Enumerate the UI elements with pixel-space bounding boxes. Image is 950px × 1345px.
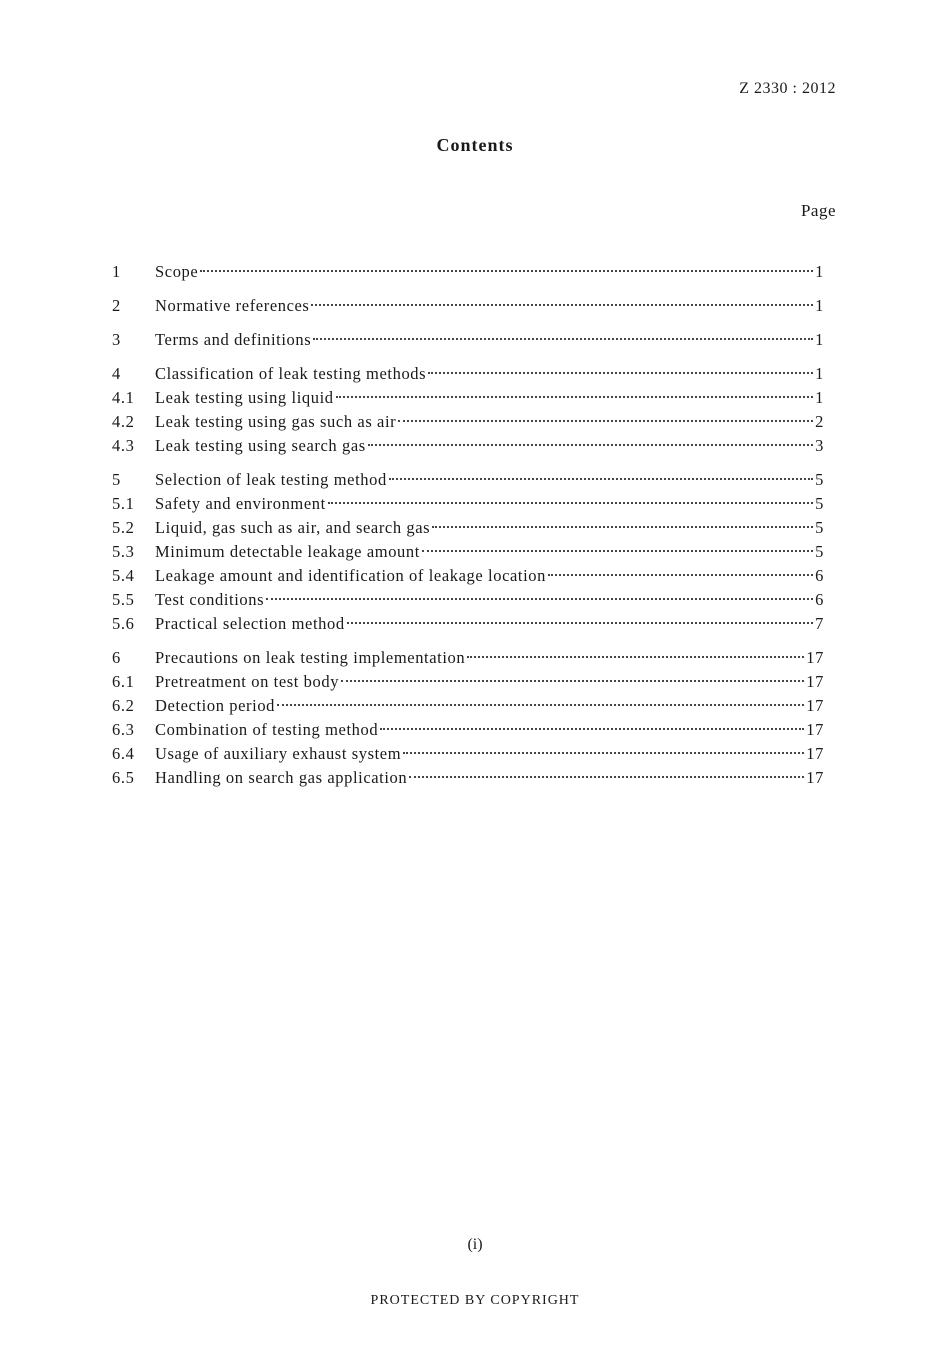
toc-entry-title: Precautions on leak testing implementation — [155, 648, 466, 667]
toc-entry-number: 5.1 — [112, 494, 135, 513]
toc-entry-title: Pretreatment on test body — [155, 672, 340, 691]
toc-dot-leader — [467, 656, 804, 658]
toc-entry-number: 4.1 — [112, 388, 135, 407]
toc-entry-title: Combination of testing method — [155, 720, 379, 739]
toc-entry[interactable] — [112, 564, 824, 588]
table-of-contents — [112, 260, 824, 800]
toc-entry-page: 1 — [815, 364, 824, 383]
toc-dot-leader — [347, 622, 813, 624]
toc-entry[interactable] — [112, 260, 824, 284]
toc-entry-page: 6 — [815, 566, 824, 585]
toc-entry[interactable] — [112, 492, 824, 516]
toc-entry-number: 5 — [112, 470, 121, 489]
toc-entry-number: 4.3 — [112, 436, 135, 455]
toc-entry-title: Terms and definitions — [155, 330, 312, 349]
toc-entry-page: 17 — [806, 672, 824, 691]
toc-entry[interactable] — [112, 294, 824, 318]
toc-entry-page: 17 — [806, 648, 824, 667]
toc-group — [112, 646, 824, 790]
page-folio: (i) — [467, 1236, 483, 1253]
toc-entry-number: 3 — [112, 330, 121, 349]
toc-entry[interactable] — [112, 612, 824, 636]
page-column-heading: Page — [800, 201, 836, 220]
toc-dot-leader — [336, 396, 814, 398]
toc-dot-leader — [398, 420, 813, 422]
toc-entry-title: Leak testing using gas such as air — [155, 412, 397, 431]
toc-entry-page: 17 — [806, 720, 824, 739]
toc-entry[interactable] — [112, 386, 824, 410]
toc-entry-number: 6.1 — [112, 672, 135, 691]
toc-entry[interactable] — [112, 718, 824, 742]
toc-entry-title: Usage of auxiliary exhaust system — [155, 744, 402, 763]
toc-entry-title: Selection of leak testing method — [155, 470, 387, 489]
toc-entry-page: 7 — [815, 614, 824, 633]
toc-entry-title: Leak testing using search gas — [155, 436, 366, 455]
toc-entry-title: Safety and environment — [155, 494, 326, 513]
toc-entry-page: 17 — [806, 744, 824, 763]
toc-entry-title: Normative references — [155, 296, 310, 315]
toc-entry-title: Handling on search gas application — [155, 768, 408, 787]
toc-dot-leader — [311, 304, 813, 306]
toc-entry-page: 5 — [815, 494, 824, 513]
toc-entry[interactable] — [112, 670, 824, 694]
toc-dot-leader — [432, 526, 813, 528]
toc-dot-leader — [389, 478, 813, 480]
toc-entry-number: 4 — [112, 364, 121, 383]
toc-entry-page: 2 — [815, 412, 824, 431]
toc-entry-page: 1 — [815, 296, 824, 315]
toc-entry-page: 5 — [815, 542, 824, 561]
toc-entry-title: Scope — [155, 262, 199, 281]
toc-dot-leader — [277, 704, 804, 706]
toc-entry[interactable] — [112, 434, 824, 458]
toc-group — [112, 362, 824, 458]
toc-entry-number: 4.2 — [112, 412, 135, 431]
toc-entry[interactable] — [112, 410, 824, 434]
toc-entry-number: 6 — [112, 648, 121, 667]
toc-entry-title: Minimum detectable leakage amount — [155, 542, 420, 561]
toc-entry[interactable] — [112, 742, 824, 766]
toc-entry-number: 5.2 — [112, 518, 135, 537]
toc-dot-leader — [328, 502, 813, 504]
toc-dot-leader — [428, 372, 813, 374]
toc-entry-page: 1 — [815, 262, 824, 281]
toc-entry-page: 6 — [815, 590, 824, 609]
toc-dot-leader — [403, 752, 804, 754]
toc-entry[interactable] — [112, 468, 824, 492]
toc-group — [112, 468, 824, 636]
toc-entry-page: 3 — [815, 436, 824, 455]
toc-entry-number: 6.5 — [112, 768, 135, 787]
toc-entry-page: 5 — [815, 518, 824, 537]
toc-entry-number: 6.4 — [112, 744, 135, 763]
toc-entry-number: 1 — [112, 262, 121, 281]
copyright-notice: PROTECTED BY COPYRIGHT — [370, 1293, 580, 1308]
toc-entry-title: Leakage amount and identification of leakage location — [155, 566, 546, 585]
toc-entry-page: 5 — [815, 470, 824, 489]
toc-dot-leader — [200, 270, 813, 272]
toc-entry[interactable] — [112, 694, 824, 718]
toc-entry-title: Classification of leak testing methods — [155, 364, 427, 383]
toc-entry-number: 5.3 — [112, 542, 135, 561]
toc-dot-leader — [313, 338, 813, 340]
toc-entry[interactable] — [112, 362, 824, 386]
toc-entry-title: Leak testing using liquid — [155, 388, 334, 407]
toc-entry-number: 2 — [112, 296, 121, 315]
toc-entry-page: 17 — [806, 768, 824, 787]
toc-entry[interactable] — [112, 328, 824, 352]
standard-number: Z 2330 : 2012 — [739, 80, 836, 97]
contents-title: Contents — [436, 135, 514, 155]
toc-entry-page: 1 — [815, 388, 824, 407]
toc-group — [112, 294, 824, 318]
toc-entry-page: 1 — [815, 330, 824, 349]
toc-entry-page: 17 — [806, 696, 824, 715]
toc-dot-leader — [368, 444, 813, 446]
toc-dot-leader — [409, 776, 804, 778]
toc-entry[interactable] — [112, 646, 824, 670]
toc-entry-number: 5.5 — [112, 590, 135, 609]
toc-entry-title: Liquid, gas such as air, and search gas — [155, 518, 431, 537]
toc-entry-number: 5.4 — [112, 566, 135, 585]
toc-entry[interactable] — [112, 588, 824, 612]
toc-entry[interactable] — [112, 516, 824, 540]
toc-entry-number: 5.6 — [112, 614, 135, 633]
toc-dot-leader — [341, 680, 804, 682]
toc-entry-title: Detection period — [155, 696, 276, 715]
toc-entry-number: 6.3 — [112, 720, 135, 739]
toc-entry[interactable] — [112, 766, 824, 790]
toc-dot-leader — [548, 574, 813, 576]
toc-group — [112, 328, 824, 352]
toc-entry-title: Practical selection method — [155, 614, 345, 633]
toc-group — [112, 260, 824, 284]
toc-entry-number: 6.2 — [112, 696, 135, 715]
toc-entry-title: Test conditions — [155, 590, 265, 609]
toc-dot-leader — [380, 728, 804, 730]
toc-entry[interactable] — [112, 540, 824, 564]
toc-dot-leader — [266, 598, 813, 600]
toc-dot-leader — [422, 550, 813, 552]
